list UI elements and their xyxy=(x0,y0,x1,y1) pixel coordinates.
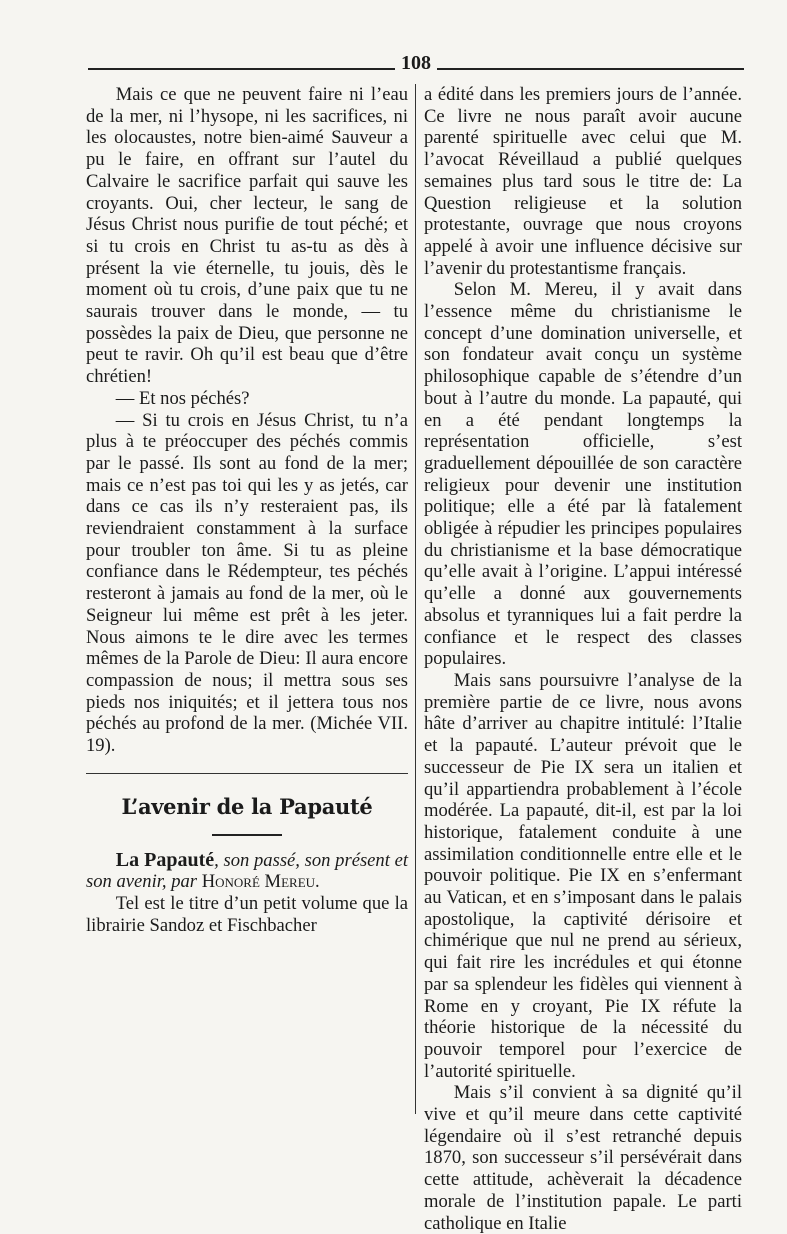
book-heading xyxy=(86,850,408,893)
paragraph: Mais ce que ne peuvent faire ni l’eau de la mer, ni l’hysope, ni les sacrifices, ni les olocaustes, notre bien-aimé Sauveur a pu le faire, en offrant sur l’autel du Calvaire le sacrifice parfait qui sauve les croyants. Oui, cher lecteur, le sang de Jésus Christ nous purifie de tout péché; et si tu crois en Christ tu as-tu as dès à présent la vie éternelle, tu jouis, dès le moment où tu crois, d’une paix que tu ne saurais trouver dans le monde, — tu possèdes la paix de Dieu, que personne ne peut te ravir. Oh qu’il est beau que d’être chrétien! xyxy=(86,84,408,388)
section-title: L’avenir de la Papauté xyxy=(121,793,373,819)
section-divider xyxy=(86,773,408,774)
paragraph: Selon M. Mereu, il y avait dans l’essence même du christianisme le concept d’une domination universelle, et son fondateur avait conçu un système philosophique capable de s’étendre d’un bout à l’autre du monde. La papauté, qui en a été pendant longtemps la représentation officielle, s’est graduellement dépouillée de son caractère religieux pour devenir une institution politique; elle a été par là fatalement obligée à répudier les principes populaires du christianisme et la base démocratique qu’elle avait à l’origine. L’appui intéressé qu’elle a donné aux gouvernements absolus et tyranniques lui a fait perdre la confiance et le respect des classes populaires. xyxy=(424,279,742,670)
title-underline xyxy=(212,834,282,836)
paragraph: Mais sans poursuivre l’analyse de la première partie de ce livre, nous avons hâte d’arriver au chapitre intitulé: l’Italie et la papauté. L’auteur prévoit que le successeur de Pie IX sera un italien et qu’il appartiendra probablement à l’école modérée. La papauté, dit-il, est par la loi historique, fatalement conduite à une assimilation conditionnelle entre elle et le pouvoir politique. Pie IX en s’enfermant au Vatican, et en s’imposant dans le palais apostolique, la captivité dérisoire et chimérique que nul ne prend au sérieux, qui fait rire les incrédules et qui étonne par sa splendeur les fidèles qui viennent à Rome en y croyant, Pie IX réfute la théorie historique de la nécessité du pouvoir temporel pour l’exercice de l’autorité spirituelle. xyxy=(424,669,742,1082)
book-subtitle: , son passé, son présent et son avenir, par xyxy=(86,849,408,893)
left-column xyxy=(86,84,408,936)
paragraph: a édité dans les premiers jours de l’année. Ce livre ne nous paraît avoir aucune parenté spirituelle avec celui que M. l’avocat Réveillaud a publié quelques semaines plus tard sous le titre de: La Question religieuse et la solution protestante, ouvrage que nous croyons appelé à avoir une influence décisive sur l’avenir du protestantisme français. xyxy=(424,84,742,279)
paragraph: Mais s’il convient à sa dignité qu’il vive et qu’il meure dans cette captivité légendaire où il s’est retranché depuis 1870, son successeur s’il persévérait dans cette attitude, achèverait la décadence morale de l’institution papale. Le parti catholique en Italie xyxy=(424,1082,742,1234)
page-header xyxy=(88,50,744,76)
paragraph: — Et nos péchés? xyxy=(115,387,250,409)
right-column xyxy=(424,84,742,1234)
column-divider xyxy=(415,84,416,1114)
page-number: 108 xyxy=(395,52,437,75)
book-title: La Papauté xyxy=(115,848,215,871)
paragraph: Tel est le titre d’un petit volume que la librairie Sandoz et Fischbacher xyxy=(86,892,408,936)
book-author: Honoré Mereu. xyxy=(201,871,320,893)
paragraph: — Si tu crois en Jésus Christ, tu n’a plus à te préoccuper des péchés commis par le passé. Ils sont au fond de la mer; mais ce n’est pas toi qui les y as jetés, car dans ce cas ils n’y resteraient pas, ils reviendraient constamment à la surface pour troubler ton âme. Si tu as pleine confiance dans le Rédempteur, tes péchés resteront à jamais au fond de la mer, où le Seigneur lui même est prêt à les jeter. Nous aimons te le dire avec les termes mêmes de la Parole de Dieu: Il aura encore compassion de nous; il mettra sous ses pieds nos iniquités; et il jettera tous nos péchés au profond de la mer. (Michée VII. 19). xyxy=(86,409,408,757)
